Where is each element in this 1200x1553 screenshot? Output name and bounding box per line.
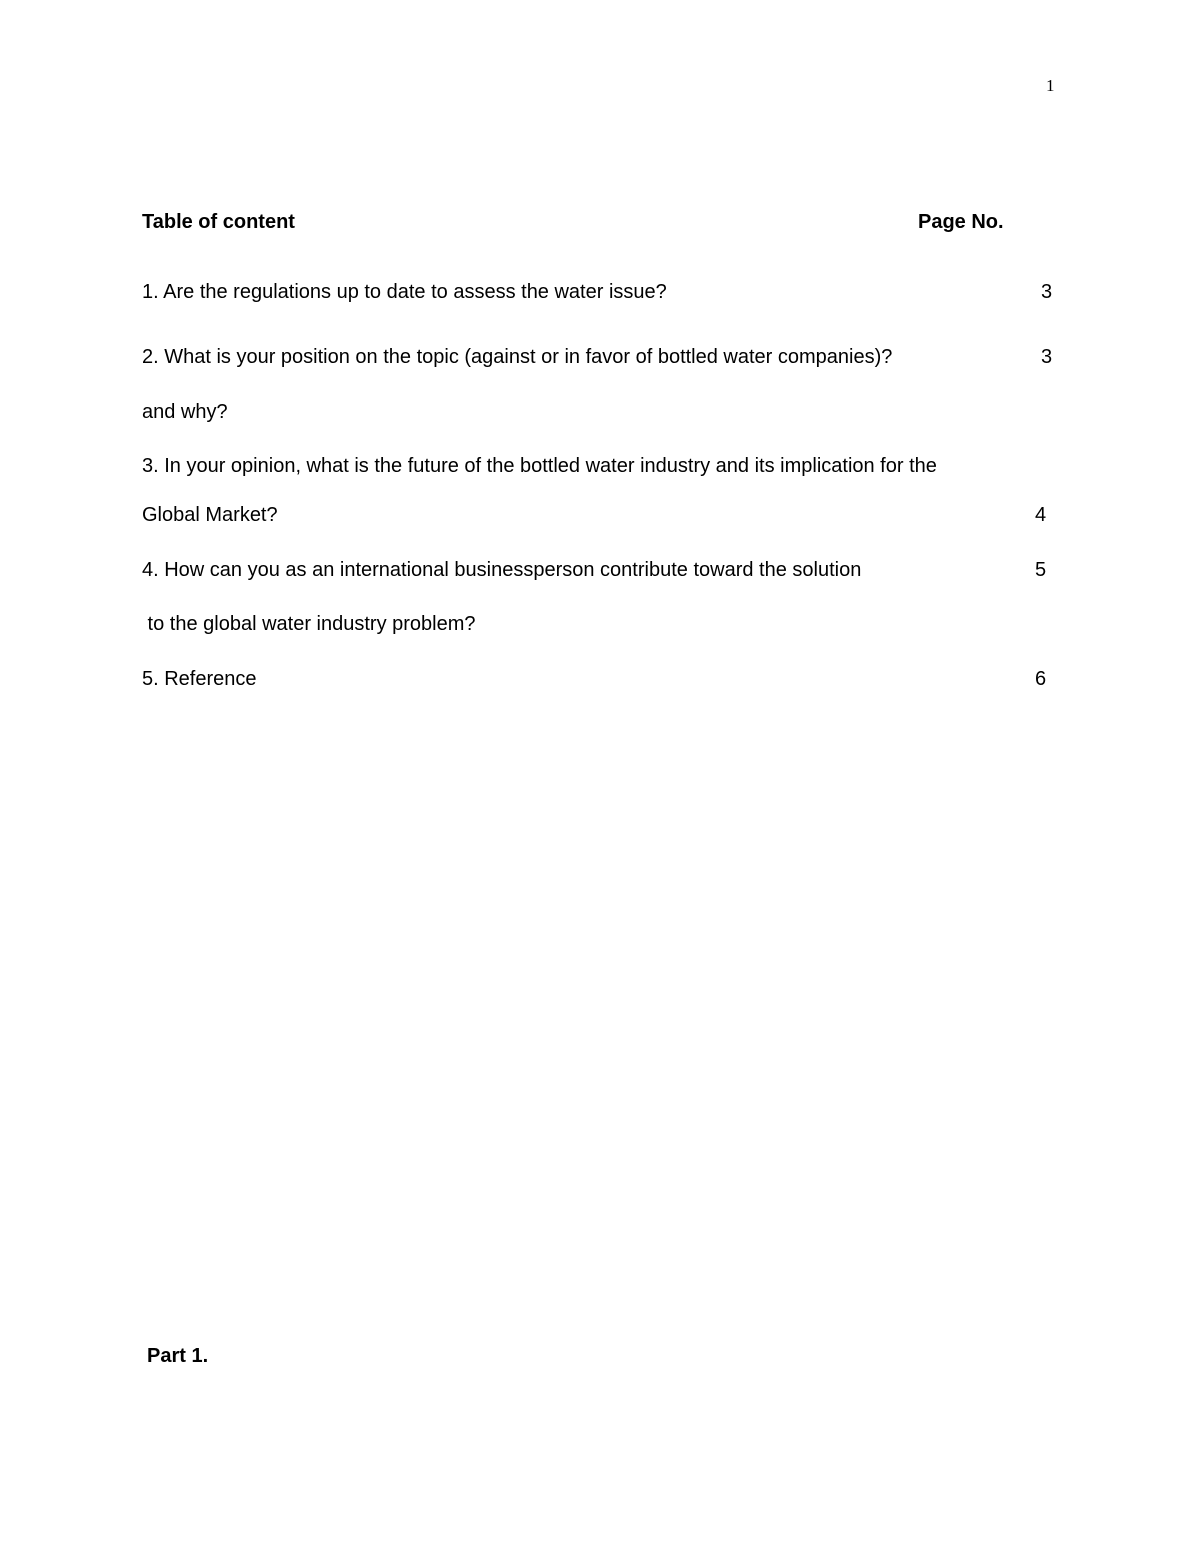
toc-entry-1-line-1: 1. Are the regulations up to date to assess the water issue?	[142, 281, 667, 303]
toc-entry-4-page: 5	[1035, 559, 1047, 581]
toc-entry-3-line-2: Global Market?	[142, 504, 278, 526]
part-title: Part 1.	[147, 1345, 209, 1367]
toc-entry-2-line-1: 2. What is your position on the topic (against or in favor of bottled water companies)?	[142, 346, 893, 368]
toc-entry-2-page: 3	[1041, 346, 1053, 368]
toc-entry-2-line-2: and why?	[142, 401, 228, 423]
toc-entry-4-line-1: 4. How can you as an international businessperson contribute toward the solution	[142, 559, 862, 581]
toc-entry-4-line-2: to the global water industry problem?	[142, 613, 476, 635]
toc-entry-3-page: 4	[1035, 504, 1047, 526]
toc-entry-5-page: 6	[1035, 668, 1047, 690]
toc-entry-3-line-1: 3. In your opinion, what is the future of the bottled water industry and its implication for the	[142, 455, 937, 477]
toc-heading: Table of content	[142, 211, 295, 233]
page-number: 1	[1046, 76, 1055, 95]
toc-entry-5-line-1: 5. Reference	[142, 668, 257, 690]
toc-entry-1-page: 3	[1041, 281, 1053, 303]
toc-page-heading: Page No.	[918, 211, 1004, 233]
